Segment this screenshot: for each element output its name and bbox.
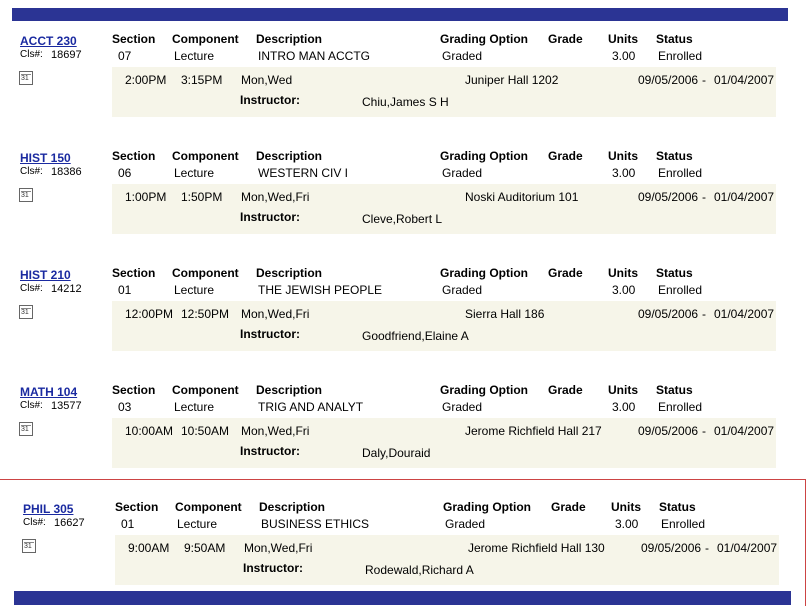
instructor-label: Instructor:	[240, 210, 300, 224]
course-link[interactable]: HIST 150	[20, 151, 71, 165]
calendar-icon[interactable]: 31	[19, 188, 33, 202]
status-header: Status	[656, 149, 693, 163]
class-number-label: Cls#:	[20, 400, 43, 411]
instructor-name: Chiu,James S H	[362, 95, 449, 109]
units-header: Units	[611, 500, 641, 514]
description-value: BUSINESS ETHICS	[261, 517, 370, 531]
date-dash: -	[702, 424, 706, 438]
component-value: Lecture	[174, 166, 215, 180]
grading-value: Graded	[442, 49, 483, 63]
instructor-label: Instructor:	[240, 444, 300, 458]
instructor-name: Rodewald,Richard A	[365, 563, 474, 577]
section-header: Section	[112, 266, 156, 280]
description-value: WESTERN CIV I	[258, 166, 349, 180]
component-value: Lecture	[177, 517, 218, 531]
start-date: 09/05/2006	[638, 73, 699, 87]
start-time: 10:00AM	[125, 424, 174, 438]
description-header: Description	[256, 32, 323, 46]
description-header: Description	[256, 266, 323, 280]
meeting-days: Mon,Wed,Fri	[241, 190, 310, 204]
calendar-icon[interactable]: 31	[22, 539, 36, 553]
date-dash: -	[702, 190, 706, 204]
units-header: Units	[608, 266, 638, 280]
meeting-info-panel	[112, 418, 776, 468]
date-dash: -	[705, 541, 709, 555]
course-link[interactable]: ACCT 230	[20, 34, 77, 48]
class-number: 18697	[51, 49, 82, 61]
instructor-label: Instructor:	[240, 327, 300, 341]
description-value: TRIG AND ANALYT	[258, 400, 364, 414]
units-value: 3.00	[615, 517, 639, 531]
section-header: Section	[112, 149, 156, 163]
instructor-label: Instructor:	[243, 561, 303, 575]
units-header: Units	[608, 383, 638, 397]
class-number: 16627	[54, 517, 85, 529]
description-value: THE JEWISH PEOPLE	[258, 283, 383, 297]
meeting-info-panel	[115, 535, 779, 585]
course-link[interactable]: PHIL 305	[23, 502, 74, 516]
section-header: Section	[115, 500, 159, 514]
section-header: Section	[112, 32, 156, 46]
course-link[interactable]: MATH 104	[20, 385, 78, 399]
course-block	[12, 383, 808, 491]
description-header: Description	[256, 149, 323, 163]
grading-option-header: Grading Option	[440, 266, 528, 280]
status-header: Status	[659, 500, 696, 514]
end-time: 1:50PM	[181, 190, 223, 204]
component-header: Component	[172, 32, 239, 46]
meeting-info-panel	[112, 67, 776, 117]
instructor-label: Instructor:	[240, 93, 300, 107]
start-date: 09/05/2006	[638, 190, 699, 204]
grade-header: Grade	[548, 383, 583, 397]
course-link[interactable]: HIST 210	[20, 268, 71, 282]
grade-header: Grade	[548, 149, 583, 163]
units-value: 3.00	[612, 49, 636, 63]
instructor-name: Cleve,Robert L	[362, 212, 443, 226]
meeting-days: Mon,Wed,Fri	[241, 424, 310, 438]
grading-option-header: Grading Option	[440, 32, 528, 46]
status-header: Status	[656, 266, 693, 280]
instructor-name: Goodfriend,Elaine A	[362, 329, 469, 343]
start-time: 9:00AM	[128, 541, 170, 555]
component-value: Lecture	[174, 400, 215, 414]
start-time: 12:00PM	[125, 307, 174, 321]
units-value: 3.00	[612, 400, 636, 414]
description-header: Description	[259, 500, 326, 514]
meeting-days: Mon,Wed,Fri	[244, 541, 313, 555]
description-header: Description	[256, 383, 323, 397]
grading-option-header: Grading Option	[440, 149, 528, 163]
grading-option-header: Grading Option	[440, 383, 528, 397]
section-value: 03	[118, 400, 132, 414]
grading-option-header: Grading Option	[443, 500, 531, 514]
start-date: 09/05/2006	[638, 424, 699, 438]
end-date: 01/04/2007	[717, 541, 778, 555]
component-value: Lecture	[174, 283, 215, 297]
room: Jerome Richfield Hall 217	[465, 424, 602, 438]
status-header: Status	[656, 383, 693, 397]
grading-value: Graded	[442, 166, 483, 180]
class-number: 18386	[51, 166, 82, 178]
room: Noski Auditorium 101	[465, 190, 579, 204]
start-date: 09/05/2006	[641, 541, 702, 555]
date-dash: -	[702, 73, 706, 87]
section-value: 07	[118, 49, 132, 63]
component-header: Component	[172, 149, 239, 163]
status-value: Enrolled	[658, 400, 703, 414]
room: Jerome Richfield Hall 130	[468, 541, 605, 555]
status-value: Enrolled	[658, 49, 703, 63]
units-header: Units	[608, 149, 638, 163]
grade-header: Grade	[548, 266, 583, 280]
end-date: 01/04/2007	[714, 307, 775, 321]
calendar-icon[interactable]: 31	[19, 305, 33, 319]
meeting-days: Mon,Wed,Fri	[241, 307, 310, 321]
end-time: 12:50PM	[181, 307, 230, 321]
grading-value: Graded	[442, 400, 483, 414]
date-dash: -	[702, 307, 706, 321]
units-value: 3.00	[612, 283, 636, 297]
top-banner-bar	[12, 8, 788, 21]
calendar-icon[interactable]: 31	[19, 71, 33, 85]
course-block	[12, 266, 808, 374]
end-time: 9:50AM	[184, 541, 226, 555]
component-header: Component	[175, 500, 242, 514]
meeting-info-panel	[112, 184, 776, 234]
component-header: Component	[172, 383, 239, 397]
grade-header: Grade	[551, 500, 586, 514]
class-number: 13577	[51, 400, 82, 412]
end-date: 01/04/2007	[714, 73, 775, 87]
start-time: 1:00PM	[125, 190, 167, 204]
units-header: Units	[608, 32, 638, 46]
class-number-label: Cls#:	[20, 49, 43, 60]
start-date: 09/05/2006	[638, 307, 699, 321]
end-time: 3:15PM	[181, 73, 223, 87]
description-value: INTRO MAN ACCTG	[258, 49, 371, 63]
room: Sierra Hall 186	[465, 307, 545, 321]
component-header: Component	[172, 266, 239, 280]
grading-value: Graded	[445, 517, 486, 531]
section-value: 06	[118, 166, 132, 180]
end-date: 01/04/2007	[714, 190, 775, 204]
room: Juniper Hall 1202	[465, 73, 559, 87]
course-block	[12, 32, 808, 140]
section-value: 01	[121, 517, 135, 531]
end-date: 01/04/2007	[714, 424, 775, 438]
grade-header: Grade	[548, 32, 583, 46]
grading-value: Graded	[442, 283, 483, 297]
class-number-label: Cls#:	[23, 517, 46, 528]
start-time: 2:00PM	[125, 73, 167, 87]
class-number: 14212	[51, 283, 82, 295]
units-value: 3.00	[612, 166, 636, 180]
section-header: Section	[112, 383, 156, 397]
status-value: Enrolled	[661, 517, 706, 531]
calendar-icon[interactable]: 31	[19, 422, 33, 436]
section-value: 01	[118, 283, 132, 297]
meeting-days: Mon,Wed	[241, 73, 293, 87]
status-header: Status	[656, 32, 693, 46]
instructor-name: Daly,Douraid	[362, 446, 431, 460]
class-number-label: Cls#:	[20, 283, 43, 294]
meeting-info-panel	[112, 301, 776, 351]
bottom-banner-bar	[14, 591, 791, 605]
class-number-label: Cls#:	[20, 166, 43, 177]
status-value: Enrolled	[658, 166, 703, 180]
end-time: 10:50AM	[181, 424, 230, 438]
component-value: Lecture	[174, 49, 215, 63]
status-value: Enrolled	[658, 283, 703, 297]
course-block	[12, 149, 808, 257]
